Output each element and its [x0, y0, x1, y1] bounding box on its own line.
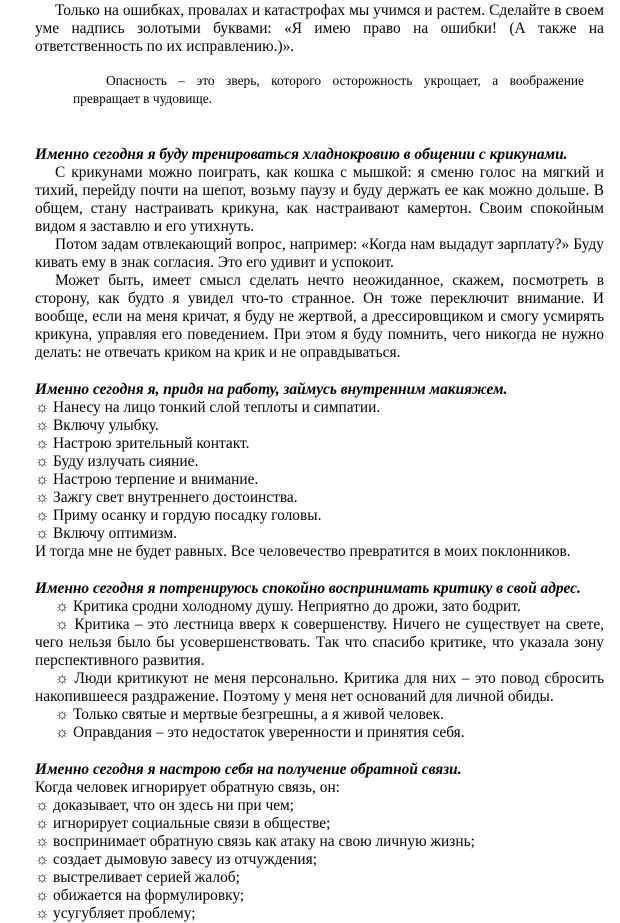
sun-icon: ☼	[35, 851, 50, 868]
paragraph: И тогда мне не будет равных. Все человечество превратится в моих поклонников.	[35, 543, 571, 560]
list-item: ☼ Оправдания – это недостаток уверенности и принятия себя.	[55, 724, 465, 741]
intro-paragraph: Только на ошибках, провалах и катастрофах мы учимся и растем. Сделайте в своем уме надпись золотыми буквами: «Я имею право на ошибки! (А также на ответственность по их исправлению.)».	[35, 2, 604, 55]
list-item: ☼ Приму осанку и гордую посадку головы.	[35, 507, 322, 524]
sun-icon: ☼	[35, 905, 50, 922]
list-item: ☼ Настрою терпение и внимание.	[35, 471, 259, 488]
sun-icon: ☼	[35, 833, 50, 850]
sun-icon: ☼	[55, 724, 70, 741]
sun-icon: ☼	[55, 706, 70, 723]
sun-icon: ☼	[35, 399, 50, 416]
list-item: ☼ Критика – это лестница вверх к совершенству. Ничего не существует на свете, чего нельзя было бы усовершенствовать. Так что спасибо критике, что указала зону перспективного развития.	[35, 616, 604, 669]
sun-icon: ☼	[55, 616, 70, 633]
makeup-list	[35, 399, 604, 543]
sun-icon: ☼	[35, 417, 50, 434]
paragraph: С крикунами можно поиграть, как кошка с мышкой: я сменю голос на мягкий и тихий, перейду почти на шепот, возьму паузу и буду держать ее как можно дольше. В общем, стану настраивать крикуна, как настраивают камертон. Своим спокойным видом я заставлю и его утихнуть.	[35, 164, 604, 235]
section-heading-criticism: Именно сегодня я потренируюсь спокойно воспринимать критику в свой адрес.	[35, 580, 581, 597]
list-item: ☼ создает дымовую завесу из отчуждения;	[35, 851, 317, 868]
paragraph: Потом задам отвлекающий вопрос, например: «Когда нам выдадут зарплату?» Буду кивать ему в знак согласия. Это его удивит и успокоит.	[35, 236, 604, 271]
sun-icon: ☼	[55, 670, 70, 687]
list-item: ☼ Настрою зрительный контакт.	[35, 435, 250, 452]
sun-icon: ☼	[35, 797, 50, 814]
section-heading-makeup: Именно сегодня я, придя на работу, займусь внутренним макияжем.	[35, 381, 508, 398]
list-item: ☼ выстреливает серией жалоб;	[35, 869, 240, 886]
list-item: ☼ Буду излучать сияние.	[35, 453, 199, 470]
list-item: ☼ Люди критикуют не меня персонально. Критика для них – это повод сбросить накопившееся раздражение. Поэтому у меня нет оснований для личной обиды.	[35, 670, 604, 705]
sun-icon: ☼	[35, 887, 50, 904]
feedback-list	[35, 797, 604, 923]
sun-icon: ☼	[35, 471, 50, 488]
paragraph: Когда человек игнорирует обратную связь, он:	[35, 779, 340, 796]
sun-icon: ☼	[55, 598, 70, 615]
list-item: ☼ Включу оптимизм.	[35, 525, 177, 542]
sun-icon: ☼	[35, 435, 50, 452]
list-item: ☼ игнорирует социальные связи в обществе;	[35, 815, 331, 832]
list-item: ☼ усугубляет проблему;	[35, 905, 196, 922]
list-item: ☼ Критика сродни холодному душу. Неприятно до дрожи, зато бодрит.	[55, 598, 521, 615]
criticism-list	[35, 598, 604, 742]
sun-icon: ☼	[35, 815, 50, 832]
section-heading-feedback: Именно сегодня я настрою себя на получение обратной связи.	[35, 761, 462, 778]
paragraph: Может быть, имеет смысл сделать нечто неожиданное, скажем, посмотреть в сторону, как будто я увидел что-то странное. Он тоже переключит внимание. И вообще, если на меня кричат, я буду не жертвой, а дрессировщиком и смогу усмирять крикуна, управляя его поведением. При этом я буду помнить, чего никогда не нужно делать: не отвечать криком на крик и не оправдываться.	[35, 272, 604, 361]
sun-icon: ☼	[35, 489, 50, 506]
list-item: ☼ Включу улыбку.	[35, 417, 159, 434]
section-heading-shouters: Именно сегодня я буду тренироваться хладнокровию в общении с крикунами.	[35, 146, 568, 163]
list-item: ☼ обижается на формулировку;	[35, 887, 245, 904]
list-item: ☼ Зажгу свет внутреннего достоинства.	[35, 489, 298, 506]
sun-icon: ☼	[35, 869, 50, 886]
list-item: ☼ доказывает, что он здесь ни при чем;	[35, 797, 295, 814]
sun-icon: ☼	[35, 507, 50, 524]
list-item: ☼ воспринимает обратную связь как атаку на свою личную жизнь;	[35, 833, 475, 850]
sun-icon: ☼	[35, 525, 50, 542]
epigraph-quote: Опасность – это зверь, которого осторожность укрощает, а воображение превращает в чудовище.	[73, 73, 584, 106]
sun-icon: ☼	[35, 453, 50, 470]
list-item: ☼ Нанесу на лицо тонкий слой теплоты и симпатии.	[35, 399, 381, 416]
list-item: ☼ Только святые и мертвые безгрешны, а я живой человек.	[55, 706, 444, 723]
